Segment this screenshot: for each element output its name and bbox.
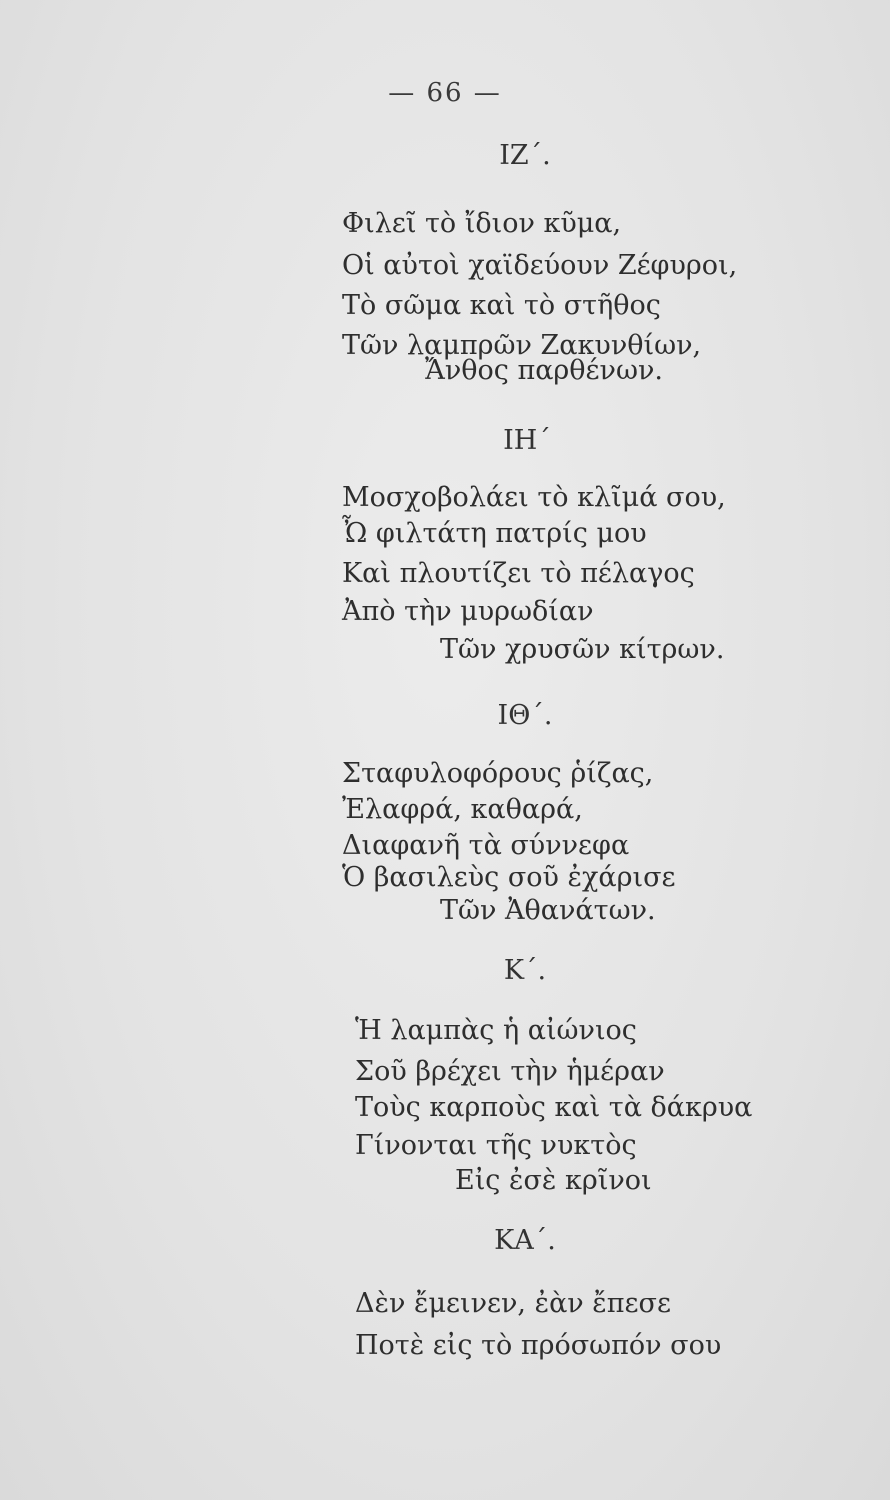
verse-line: Ἄνθος παρθένων. (425, 355, 663, 386)
verse-line: Μοσχοβολάει τὸ κλῖμά σου, (342, 482, 726, 513)
verse-line: Εἰς ἐσὲ κρῖνοι (455, 1165, 652, 1196)
page-number: — 66 — (388, 78, 502, 108)
verse-line: Δὲν ἔμεινεν, ἐὰν ἔπεσε (355, 1288, 671, 1319)
section-heading: ΙΘ΄. (497, 700, 553, 731)
verse-line: Φιλεῖ τὸ ἴδιον κῦμα, (342, 208, 622, 239)
section-heading: ΙΗ΄ (503, 425, 551, 456)
verse-line: Σοῦ βρέχει τὴν ἡμέραν (355, 1056, 665, 1087)
verse-line: Οἱ αὐτοὶ χαϊδεύουν Ζέφυροι, (342, 250, 738, 281)
verse-line: Τῶν χρυσῶν κίτρων. (440, 634, 725, 665)
verse-line: Διαφανῆ τὰ σύννεφα (342, 830, 630, 861)
section-heading: ΚΑ΄. (494, 1225, 556, 1256)
section-heading: Κ΄. (503, 955, 547, 986)
verse-line: Γίνονται τῆς νυκτὸς (355, 1130, 637, 1161)
verse-line: Σταφυλοφόρους ῥίζας, (342, 758, 654, 789)
verse-line: Ἀπὸ τὴν μυρωδίαν (342, 596, 594, 627)
verse-line: Τῶν Ἀθανάτων. (440, 895, 656, 926)
verse-line: Ὁ βασιλεὺς σοῦ ἐχάρισε (342, 862, 676, 893)
verse-line: Ἡ λαμπὰς ἡ αἰώνιος (355, 1015, 637, 1046)
verse-line: Τοὺς καρποὺς καὶ τὰ δάκρυα (355, 1092, 753, 1123)
verse-line: Τῶν λαμπρῶν Ζακυνθίων, (342, 330, 702, 361)
verse-line: Ὦ φιλτάτη πατρίς μου (342, 518, 647, 549)
verse-line: Ἐλαφρά, καθαρά, (342, 794, 583, 825)
verse-line: Ποτὲ εἰς τὸ πρόσωπόν σου (355, 1330, 722, 1361)
verse-line: Τὸ σῶμα καὶ τὸ στῆθος (342, 290, 661, 321)
section-heading: ΙΖ΄. (499, 140, 551, 171)
verse-line: Καὶ πλουτίζει τὸ πέλαγος (342, 558, 695, 589)
